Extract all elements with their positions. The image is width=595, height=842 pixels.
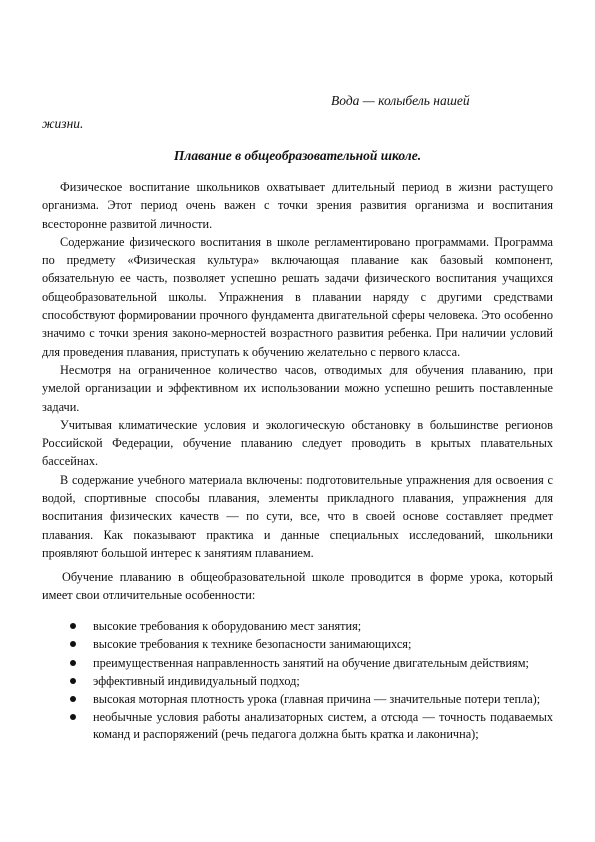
list-item-text: преимущественная направленность занятий на обучение двигательным действиям; xyxy=(93,655,529,670)
bullet-icon xyxy=(70,696,76,702)
bullet-icon xyxy=(70,660,76,666)
bullet-icon xyxy=(70,641,76,647)
body-text xyxy=(42,178,553,562)
bullet-icon xyxy=(70,678,76,684)
list-intro-paragraph: Обучение плаванию в общеобразовательной школе проводится в форме урока, который имеет свои отличительные особенности: xyxy=(42,570,553,603)
list-item xyxy=(42,636,553,652)
list-item xyxy=(42,709,553,742)
paragraph: Учитывая климатические условия и экологическую обстановку в большинстве регионов Российской Федерации, обучение плаванию следует проводить в крытых плавательных бассейнах. xyxy=(42,417,553,469)
paragraph: Несмотря на ограниченное количество часов, отводимых для обучения плаванию, при умелой организации и эффективном их использовании можно успешно решить поставленные задачи. xyxy=(42,362,553,414)
epigraph-line-2: жизни. xyxy=(42,116,84,131)
list-item-text: высокие требования к оборудованию мест занятия; xyxy=(93,619,362,633)
document-title: Плавание в общеобразовательной школе. xyxy=(173,148,422,163)
paragraph: В содержание учебного материала включены: подготовительные упражнения для освоения с водой, спортивные способы плавания, элементы прикладного плавания, упражнения для воспитания физических качеств — по сути, все, что в своей основе составляет предмет плавания. Как показывают практика и данные специальных исследований, школьники проявляют большой интерес к занятиям плаванием. xyxy=(42,472,553,560)
epigraph-line-1: Вода — колыбель нашей xyxy=(331,93,470,108)
list-item-text: необычные условия работы анализаторных систем, а отсюда — точность подаваемых команд и распоряжений (речь педагога должна быть кратка и лаконична); xyxy=(93,710,553,741)
list-item xyxy=(42,655,553,671)
list-item-text: высокие требования к технике безопасности занимающихся; xyxy=(93,637,412,652)
list-item xyxy=(42,673,553,689)
list-item-text: высокая моторная плотность урока (главная причина — значительные потери тепла); xyxy=(93,692,541,707)
bullet-icon xyxy=(70,714,76,720)
bullet-icon xyxy=(70,623,76,629)
list-item xyxy=(42,691,553,707)
list-item xyxy=(42,618,553,634)
paragraph: Содержание физического воспитания в школе регламентировано программами. Программа по предмету «Физическая культура» включающая плавание как базовый компонент, обязательную ее часть, позволяет успешно решать задачи физического воспитания учащихся общеобразовательной школы. Упражнения в плавании наряду с другими средствами способствуют формировании прочного фундамента двигательной сферы человека. Это особенно значимо с точки зрения законо-мерностей возрастного развития ребенка. При наличии условий для проведения плавания, приступать к обучению желательно с первого класса. xyxy=(42,234,553,359)
list-item-text: эффективный индивидуальный подход; xyxy=(93,673,300,688)
paragraph: Физическое воспитание школьников охватывает длительный период в жизни растущего организма. Этот период очень важен с точки зрения развития организма и воспитания всесторонне развитой личности. xyxy=(42,180,553,231)
features-list xyxy=(42,618,553,744)
